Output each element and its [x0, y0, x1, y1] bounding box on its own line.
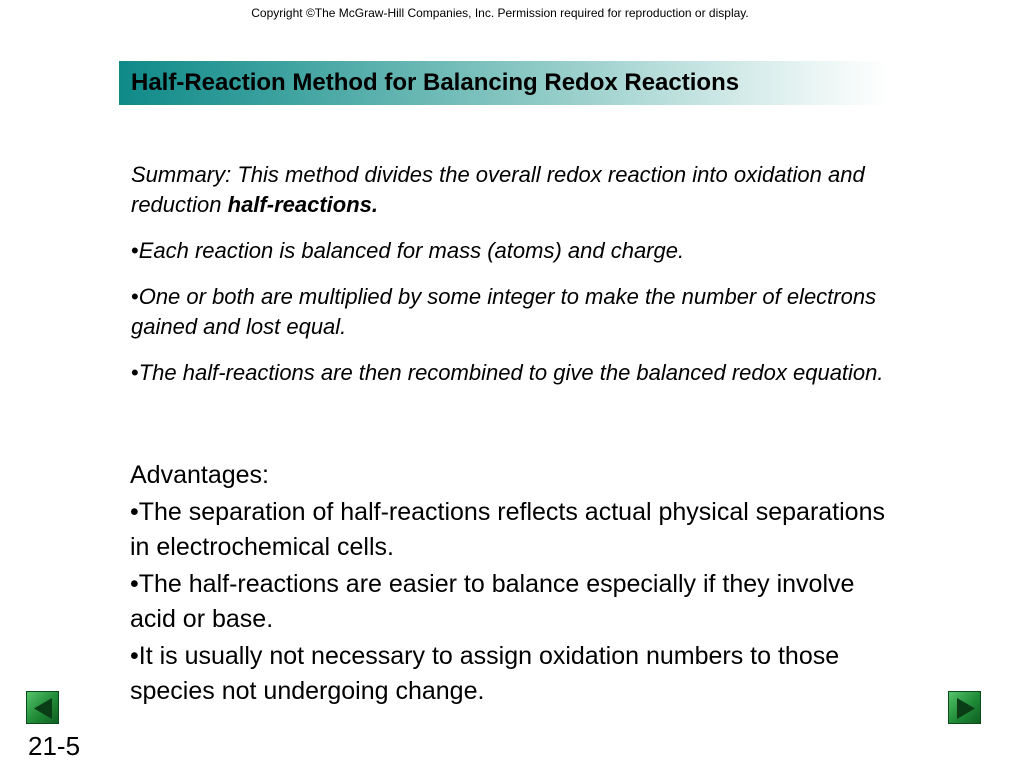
summary-bullet-text: One or both are multiplied by some integer to make the number of electrons gained and lost equal.	[131, 284, 877, 339]
next-slide-button[interactable]	[948, 691, 981, 724]
bullet-mark: •	[131, 284, 139, 309]
bullet-mark: •	[131, 238, 139, 263]
advantages-bullet: •The separation of half-reactions reflects actual physical separations in electrochemical cells.	[130, 498, 885, 561]
bullet-mark: •	[131, 360, 139, 385]
summary-section	[131, 160, 911, 404]
advantages-section	[130, 458, 890, 711]
summary-bullet	[131, 236, 911, 266]
previous-slide-button[interactable]	[26, 691, 59, 724]
advantages-heading: Advantages:	[130, 461, 269, 489]
next-slide-icon	[949, 692, 982, 725]
slide-number: 21-5	[28, 731, 81, 761]
previous-slide-icon	[27, 692, 60, 725]
summary-intro-bold: half-reactions.	[227, 192, 378, 217]
slide-title: Half-Reaction Method for Balancing Redox Reactions	[131, 69, 740, 96]
summary-intro	[131, 160, 911, 220]
summary-bullet-text: Each reaction is balanced for mass (atoms) and charge.	[138, 238, 685, 263]
advantages-bullet: •The half-reactions are easier to balance especially if they involve acid or base.	[130, 570, 855, 633]
advantages-bullet: •It is usually not necessary to assign oxidation numbers to those species not undergoing change.	[130, 642, 840, 705]
copyright-notice: Copyright ©The McGraw-Hill Companies, Inc. Permission required for reproduction or display.	[251, 6, 749, 20]
summary-bullet	[131, 358, 911, 388]
summary-bullet-text: The half-reactions are then recombined to give the balanced redox equation.	[138, 360, 884, 385]
summary-intro-text: Summary: This method divides the overall redox reaction into oxidation and reduction	[131, 162, 865, 217]
summary-bullet	[131, 282, 911, 342]
